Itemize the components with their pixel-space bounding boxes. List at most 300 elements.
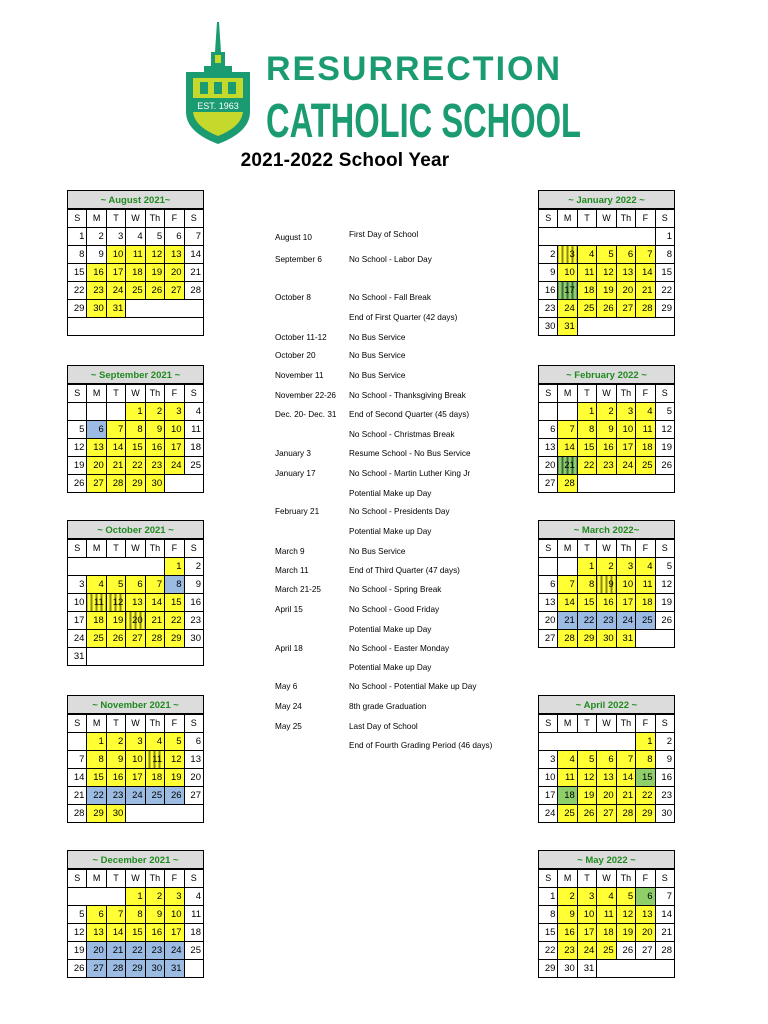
day-cell: 29 <box>68 300 87 318</box>
day-cell: 18 <box>577 282 596 300</box>
dow-cell: S <box>184 540 203 558</box>
day-cell: 6 <box>597 751 616 769</box>
day-cell: 9 <box>145 906 164 924</box>
dow-cell: M <box>87 715 106 733</box>
day-cell: 4 <box>597 888 616 906</box>
day-cell: 7 <box>558 576 577 594</box>
week-row <box>68 576 204 594</box>
day-cell: 29 <box>655 300 674 318</box>
day-cell: 11 <box>577 264 596 282</box>
event-row <box>272 507 532 521</box>
empty-cell <box>126 805 204 823</box>
empty-cell <box>68 558 165 576</box>
dow-cell: W <box>597 385 616 403</box>
day-cell: 11 <box>636 576 655 594</box>
day-cell: 30 <box>145 475 164 493</box>
event-date: May 25 <box>275 722 302 731</box>
day-cell: 1 <box>655 228 674 246</box>
dow-cell: W <box>597 540 616 558</box>
empty-cell <box>577 475 674 493</box>
day-cell: 8 <box>655 246 674 264</box>
dow-cell: T <box>577 715 596 733</box>
day-cell: 24 <box>68 630 87 648</box>
dow-cell: Th <box>616 210 635 228</box>
day-cell: 20 <box>539 612 558 630</box>
day-cell: 19 <box>655 594 674 612</box>
day-cell: 4 <box>636 558 655 576</box>
empty-cell <box>68 318 204 336</box>
day-cell: 28 <box>558 475 577 493</box>
day-cell: 10 <box>616 576 635 594</box>
day-cell: 30 <box>145 960 164 978</box>
day-cell: 15 <box>87 769 106 787</box>
week-row <box>68 228 204 246</box>
day-cell: 21 <box>655 924 674 942</box>
dow-cell: S <box>68 540 87 558</box>
event-date: September 6 <box>275 255 322 264</box>
month-header: ~ February 2022 ~ <box>538 365 675 384</box>
day-cell: 18 <box>184 439 203 457</box>
day-cell: 5 <box>616 888 635 906</box>
event-date: October 20 <box>275 351 316 360</box>
day-cell: 7 <box>655 888 674 906</box>
day-cell: 8 <box>577 421 596 439</box>
event-date: April 15 <box>275 605 303 614</box>
event-text: End of Second Quarter (45 days) <box>349 410 470 419</box>
day-cell: 22 <box>539 942 558 960</box>
day-cell: 11 <box>87 594 106 612</box>
day-cell: 26 <box>616 942 635 960</box>
dow-cell: S <box>68 385 87 403</box>
dow-cell: M <box>87 540 106 558</box>
day-cell: 2 <box>655 733 674 751</box>
day-cell: 12 <box>577 769 596 787</box>
dow-cell: W <box>126 870 145 888</box>
day-cell: 2 <box>597 403 616 421</box>
event-text: No Bus Service <box>349 333 406 342</box>
day-cell: 25 <box>184 942 203 960</box>
day-cell: 17 <box>165 924 184 942</box>
day-cell: 1 <box>165 558 184 576</box>
day-cell: 23 <box>558 942 577 960</box>
day-cell: 6 <box>539 421 558 439</box>
event-row <box>272 527 532 541</box>
week-row <box>539 924 675 942</box>
dow-cell: M <box>87 385 106 403</box>
week-row <box>68 246 204 264</box>
month-header: ~ October 2021 ~ <box>67 520 204 539</box>
week-row <box>68 648 204 666</box>
day-cell: 10 <box>577 906 596 924</box>
empty-cell <box>87 403 106 421</box>
day-cell: 28 <box>636 300 655 318</box>
day-cell: 1 <box>636 733 655 751</box>
empty-cell <box>577 318 674 336</box>
day-cell: 13 <box>539 439 558 457</box>
week-row <box>68 733 204 751</box>
event-row <box>272 449 532 463</box>
day-cell: 15 <box>655 264 674 282</box>
day-cell: 8 <box>165 576 184 594</box>
day-cell: 25 <box>636 457 655 475</box>
day-cell: 29 <box>539 960 558 978</box>
day-cell: 7 <box>106 421 125 439</box>
day-cell: 31 <box>165 960 184 978</box>
day-cell: 1 <box>577 403 596 421</box>
day-cell: 2 <box>145 888 164 906</box>
day-cell: 22 <box>68 282 87 300</box>
day-cell: 5 <box>68 906 87 924</box>
week-row <box>539 457 675 475</box>
dow-cell: Th <box>145 870 164 888</box>
day-cell: 12 <box>616 906 635 924</box>
day-cell: 28 <box>558 630 577 648</box>
day-cell: 12 <box>68 439 87 457</box>
school-logo <box>184 22 584 147</box>
day-cell: 18 <box>126 264 145 282</box>
day-cell: 24 <box>165 457 184 475</box>
day-cell: 30 <box>655 805 674 823</box>
day-cell: 14 <box>184 246 203 264</box>
day-cell: 9 <box>655 751 674 769</box>
day-cell: 4 <box>184 888 203 906</box>
day-cell: 22 <box>655 282 674 300</box>
day-cell: 15 <box>539 924 558 942</box>
event-text: No School - Fall Break <box>349 293 431 302</box>
day-cell: 5 <box>68 421 87 439</box>
week-row <box>539 888 675 906</box>
day-cell: 21 <box>636 282 655 300</box>
day-cell: 14 <box>558 439 577 457</box>
week-row <box>539 751 675 769</box>
day-cell: 27 <box>184 787 203 805</box>
week-row <box>539 576 675 594</box>
event-row <box>272 566 532 580</box>
dow-cell: W <box>126 715 145 733</box>
week-row <box>539 594 675 612</box>
day-cell: 12 <box>165 751 184 769</box>
event-row <box>272 702 532 716</box>
event-row <box>272 469 532 483</box>
event-row <box>272 351 532 365</box>
event-date: November 22-26 <box>275 391 336 400</box>
day-cell: 13 <box>539 594 558 612</box>
day-cell: 24 <box>616 612 635 630</box>
dow-cell: S <box>655 715 674 733</box>
day-cell: 15 <box>577 439 596 457</box>
day-cell: 1 <box>577 558 596 576</box>
day-cell: 24 <box>558 300 577 318</box>
day-cell: 6 <box>539 576 558 594</box>
day-cell: 11 <box>145 751 164 769</box>
dow-cell: Th <box>145 385 164 403</box>
day-cell: 13 <box>87 439 106 457</box>
day-cell: 2 <box>106 733 125 751</box>
dow-cell: T <box>577 210 596 228</box>
dow-cell: T <box>106 210 125 228</box>
dow-cell: T <box>577 870 596 888</box>
day-cell: 18 <box>558 787 577 805</box>
dow-cell: M <box>87 870 106 888</box>
day-cell: 28 <box>184 282 203 300</box>
dow-cell: S <box>655 385 674 403</box>
day-cell: 5 <box>577 751 596 769</box>
event-text: No School - Easter Monday <box>349 644 450 653</box>
week-row <box>68 630 204 648</box>
day-cell: 6 <box>184 733 203 751</box>
event-row <box>272 371 532 385</box>
day-cell: 4 <box>577 246 596 264</box>
empty-cell <box>636 630 675 648</box>
event-date: October 8 <box>275 293 311 302</box>
week-row <box>68 403 204 421</box>
day-cell: 24 <box>539 805 558 823</box>
week-row <box>539 300 675 318</box>
day-cell: 3 <box>577 888 596 906</box>
day-cell: 15 <box>636 769 655 787</box>
calendar-january-2022 <box>538 190 675 336</box>
day-cell: 24 <box>165 942 184 960</box>
day-cell: 31 <box>616 630 635 648</box>
day-cell: 15 <box>126 439 145 457</box>
day-cell: 13 <box>126 594 145 612</box>
dow-cell: F <box>636 385 655 403</box>
day-cell: 8 <box>87 751 106 769</box>
day-cell: 23 <box>597 457 616 475</box>
day-cell: 22 <box>577 457 596 475</box>
day-cell: 10 <box>616 421 635 439</box>
event-text: No Bus Service <box>349 547 406 556</box>
day-cell: 4 <box>184 403 203 421</box>
day-cell: 28 <box>106 475 125 493</box>
calendar-april-2022 <box>538 695 675 823</box>
event-text: End of Third Quarter (47 days) <box>349 566 460 575</box>
day-cell: 18 <box>636 439 655 457</box>
event-date: April 18 <box>275 644 303 653</box>
week-row <box>539 282 675 300</box>
event-date: March 21-25 <box>275 585 321 594</box>
event-text: Potential Make up Day <box>349 489 432 498</box>
day-cell: 19 <box>145 264 164 282</box>
week-row <box>539 558 675 576</box>
empty-cell <box>597 960 675 978</box>
event-text: No School - Potential Make up Day <box>349 682 477 691</box>
day-cell: 31 <box>68 648 87 666</box>
day-cell: 26 <box>577 805 596 823</box>
day-cell: 21 <box>558 457 577 475</box>
day-cell: 7 <box>68 751 87 769</box>
day-cell: 31 <box>106 300 125 318</box>
day-cell: 3 <box>106 228 125 246</box>
day-cell: 11 <box>636 421 655 439</box>
event-row <box>272 663 532 677</box>
day-cell: 1 <box>126 888 145 906</box>
day-cell: 19 <box>616 924 635 942</box>
dow-cell: W <box>126 540 145 558</box>
day-cell: 5 <box>655 403 674 421</box>
event-date: November 11 <box>275 371 324 380</box>
day-cell: 5 <box>165 733 184 751</box>
event-text: No School - Christmas Break <box>349 430 455 439</box>
day-cell: 19 <box>597 282 616 300</box>
dow-cell: M <box>558 870 577 888</box>
dow-cell: S <box>655 540 674 558</box>
day-cell: 5 <box>655 558 674 576</box>
svg-text:RESURRECTION: RESURRECTION <box>266 50 563 88</box>
day-cell: 10 <box>165 421 184 439</box>
event-date: January 17 <box>275 469 316 478</box>
empty-cell <box>184 960 203 978</box>
day-cell: 14 <box>616 769 635 787</box>
day-cell: 16 <box>184 594 203 612</box>
month-header: ~ May 2022 ~ <box>538 850 675 869</box>
day-cell: 8 <box>68 246 87 264</box>
week-row <box>68 924 204 942</box>
day-cell: 8 <box>126 421 145 439</box>
event-row <box>272 489 532 503</box>
day-cell: 21 <box>558 612 577 630</box>
day-cell: 9 <box>597 421 616 439</box>
event-row <box>272 682 532 696</box>
day-cell: 15 <box>577 594 596 612</box>
day-cell: 17 <box>165 439 184 457</box>
dow-cell: S <box>655 870 674 888</box>
day-cell: 25 <box>577 300 596 318</box>
month-header: ~ March 2022~ <box>538 520 675 539</box>
day-cell: 5 <box>145 228 164 246</box>
day-cell: 16 <box>145 439 164 457</box>
day-cell: 26 <box>68 960 87 978</box>
event-text: Potential Make up Day <box>349 527 432 536</box>
dow-cell: T <box>106 385 125 403</box>
event-text: No School - Spring Break <box>349 585 442 594</box>
week-row <box>68 751 204 769</box>
day-cell: 11 <box>597 906 616 924</box>
day-cell: 23 <box>145 942 164 960</box>
day-cell: 9 <box>145 421 164 439</box>
day-cell: 2 <box>184 558 203 576</box>
day-cell: 15 <box>165 594 184 612</box>
day-cell: 26 <box>106 630 125 648</box>
day-cell: 6 <box>87 906 106 924</box>
day-cell: 26 <box>655 612 674 630</box>
day-cell: 23 <box>145 457 164 475</box>
day-cell: 11 <box>184 421 203 439</box>
day-cell: 21 <box>106 942 125 960</box>
day-cell: 28 <box>145 630 164 648</box>
day-cell: 10 <box>126 751 145 769</box>
week-row <box>68 300 204 318</box>
calendar-may-2022 <box>538 850 675 978</box>
day-cell: 20 <box>87 942 106 960</box>
day-cell: 6 <box>636 888 655 906</box>
day-cell: 22 <box>165 612 184 630</box>
dow-cell: T <box>106 540 125 558</box>
empty-cell <box>106 403 125 421</box>
event-row <box>272 741 532 755</box>
day-cell: 1 <box>87 733 106 751</box>
day-cell: 4 <box>558 751 577 769</box>
day-cell: 23 <box>597 612 616 630</box>
day-cell: 12 <box>68 924 87 942</box>
day-cell: 12 <box>597 264 616 282</box>
calendar-september-2021 <box>67 365 204 493</box>
day-cell: 12 <box>655 576 674 594</box>
day-cell: 27 <box>165 282 184 300</box>
day-cell: 23 <box>539 300 558 318</box>
day-cell: 10 <box>106 246 125 264</box>
day-cell: 20 <box>165 264 184 282</box>
day-cell: 24 <box>126 787 145 805</box>
event-date: May 24 <box>275 702 302 711</box>
week-row <box>68 264 204 282</box>
week-row <box>539 421 675 439</box>
day-cell: 7 <box>184 228 203 246</box>
day-cell: 27 <box>616 300 635 318</box>
event-row <box>272 391 532 405</box>
day-cell: 23 <box>106 787 125 805</box>
dow-cell: S <box>184 870 203 888</box>
day-cell: 29 <box>577 630 596 648</box>
day-cell: 8 <box>577 576 596 594</box>
day-cell: 30 <box>558 960 577 978</box>
day-cell: 13 <box>616 264 635 282</box>
day-cell: 29 <box>126 475 145 493</box>
day-cell: 21 <box>145 612 164 630</box>
dow-cell: S <box>68 210 87 228</box>
day-cell: 5 <box>597 246 616 264</box>
event-text: No School - Good Friday <box>349 605 440 614</box>
event-row <box>272 722 532 736</box>
day-cell: 17 <box>126 769 145 787</box>
event-text: No School - Presidents Day <box>349 507 450 516</box>
day-cell: 21 <box>616 787 635 805</box>
day-cell: 25 <box>184 457 203 475</box>
day-cell: 13 <box>87 924 106 942</box>
day-cell: 2 <box>87 228 106 246</box>
day-cell: 9 <box>539 264 558 282</box>
day-cell: 29 <box>165 630 184 648</box>
event-date: January 3 <box>275 449 311 458</box>
dow-cell: F <box>165 385 184 403</box>
week-row <box>539 264 675 282</box>
day-cell: 14 <box>558 594 577 612</box>
day-cell: 8 <box>539 906 558 924</box>
day-cell: 1 <box>68 228 87 246</box>
day-cell: 3 <box>539 751 558 769</box>
day-cell: 16 <box>145 924 164 942</box>
day-cell: 6 <box>616 246 635 264</box>
day-cell: 13 <box>636 906 655 924</box>
week-row <box>68 888 204 906</box>
day-cell: 3 <box>616 403 635 421</box>
day-cell: 22 <box>87 787 106 805</box>
day-cell: 17 <box>106 264 125 282</box>
day-cell: 28 <box>655 942 674 960</box>
week-row <box>68 282 204 300</box>
day-cell: 7 <box>616 751 635 769</box>
day-cell: 26 <box>597 300 616 318</box>
day-cell: 20 <box>87 457 106 475</box>
event-row <box>272 605 532 619</box>
event-text: No Bus Service <box>349 371 406 380</box>
day-cell: 18 <box>636 594 655 612</box>
event-date: Dec. 20- Dec. 31 <box>275 410 337 419</box>
event-date: October 11-12 <box>275 333 327 342</box>
day-cell: 26 <box>145 282 164 300</box>
week-row <box>68 439 204 457</box>
day-cell: 16 <box>655 769 674 787</box>
